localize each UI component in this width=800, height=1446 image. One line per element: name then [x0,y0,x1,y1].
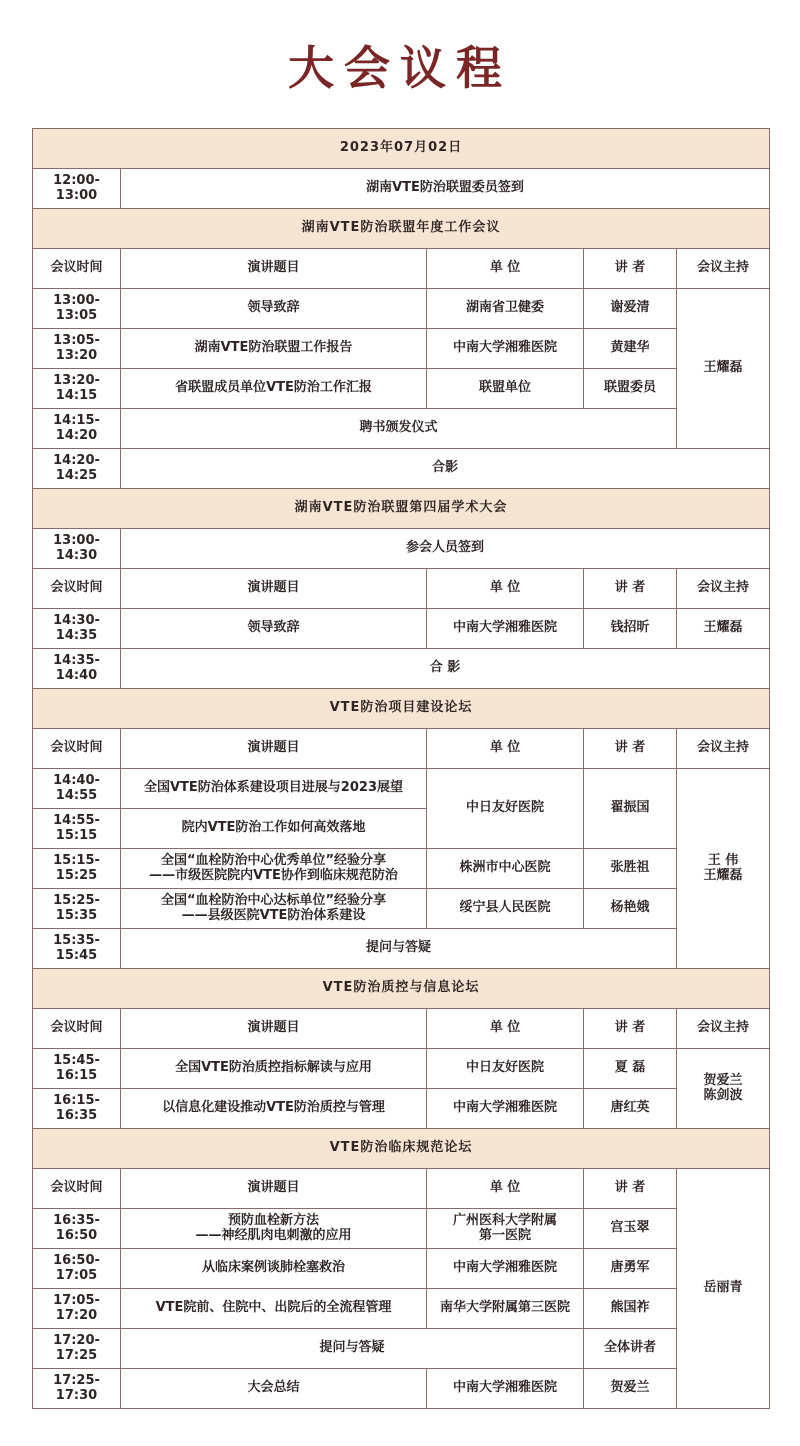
time-cell: 15:35-15:45 [33,929,121,969]
time-cell: 14:15-14:20 [33,409,121,449]
table-row [33,1329,770,1369]
topic-line: ——市级医院院内VTE协作到临床规范防治 [149,867,398,883]
time-cell: 17:25-17:30 [33,1369,121,1409]
time-cell: 13:20-14:15 [33,369,121,409]
speaker-cell: 唐红英 [584,1089,677,1129]
header-host: 会议主持 [677,1009,770,1049]
topic-cell: 参会人员签到 [121,529,770,569]
speaker-cell: 联盟委员 [584,369,677,409]
header-topic: 演讲题目 [121,729,427,769]
column-header-row [33,729,770,769]
column-header-row [33,249,770,289]
table-row [33,1249,770,1289]
time-cell: 13:00-14:30 [33,529,121,569]
header-unit: 单 位 [427,1009,584,1049]
table-row [33,849,770,889]
host-name: 贺爱兰 [703,1072,743,1088]
header-speaker: 讲 者 [584,569,677,609]
host-name: 王 伟 [707,852,739,868]
unit-cell: 株洲市中心医院 [427,849,584,889]
header-unit: 单 位 [427,569,584,609]
topic-cell: 从临床案例谈肺栓塞救治 [121,1249,427,1289]
topic-cell: 以信息化建设推动VTE防治质控与管理 [121,1089,427,1129]
time-cell: 16:15-16:35 [33,1089,121,1129]
header-speaker: 讲 者 [584,1169,677,1209]
time-cell: 14:40-14:55 [33,769,121,809]
host-cell [677,1049,770,1129]
topic-cell: 湖南VTE防治联盟工作报告 [121,329,427,369]
speaker-cell: 贺爱兰 [584,1369,677,1409]
table-row [33,1369,770,1409]
section-row [33,1129,770,1169]
unit-line: 广州医科大学附属 [452,1212,557,1228]
header-host: 会议主持 [677,249,770,289]
table-row [33,169,770,209]
host-name: 王耀磊 [703,867,743,883]
page-title: 大会议程 [288,41,512,95]
table-row [33,1209,770,1249]
time-cell: 17:05-17:20 [33,1289,121,1329]
topic-cell: 领导致辞 [121,289,427,329]
section-title: VTE防治临床规范论坛 [33,1129,770,1169]
unit-cell: 中南大学湘雅医院 [427,609,584,649]
topic-cell [121,849,427,889]
column-header-row [33,569,770,609]
speaker-cell: 全体讲者 [584,1329,677,1369]
header-time: 会议时间 [33,569,121,609]
section-row [33,689,770,729]
section-row [33,969,770,1009]
table-row [33,929,770,969]
date-header: 2023年07月02日 [33,129,770,169]
speaker-cell: 钱招昕 [584,609,677,649]
unit-cell: 绥宁县人民医院 [427,889,584,929]
section-title: 湖南VTE防治联盟年度工作会议 [33,209,770,249]
topic-line: 全国“血栓防治中心达标单位”经验分享 [160,892,387,908]
section-title: 湖南VTE防治联盟第四届学术大会 [33,489,770,529]
header-time: 会议时间 [33,729,121,769]
topic-cell: 湖南VTE防治联盟委员签到 [121,169,770,209]
host-name: 陈剑波 [703,1087,743,1103]
speaker-cell: 宫玉翠 [584,1209,677,1249]
host-cell [677,769,770,969]
header-topic: 演讲题目 [121,569,427,609]
table-row [33,529,770,569]
table-row [33,649,770,689]
table-row [33,329,770,369]
section-title: VTE防治项目建设论坛 [33,689,770,729]
topic-cell [121,889,427,929]
unit-line: 第一医院 [478,1227,531,1243]
topic-line: 预防血栓新方法 [227,1212,319,1228]
topic-cell: 大会总结 [121,1369,427,1409]
speaker-cell: 夏 磊 [584,1049,677,1089]
table-row [33,449,770,489]
time-cell: 13:05-13:20 [33,329,121,369]
header-topic: 演讲题目 [121,1169,427,1209]
unit-cell: 中日友好医院 [427,769,584,849]
topic-cell: 聘书颁发仪式 [121,409,677,449]
unit-cell: 中南大学湘雅医院 [427,1089,584,1129]
topic-cell: 省联盟成员单位VTE防治工作汇报 [121,369,427,409]
section-row [33,209,770,249]
topic-line: 全国“血栓防治中心优秀单位”经验分享 [160,852,387,868]
unit-cell: 中南大学湘雅医院 [427,329,584,369]
topic-cell: 提问与答疑 [121,929,677,969]
header-topic: 演讲题目 [121,249,427,289]
speaker-cell: 熊国祚 [584,1289,677,1329]
header-unit: 单 位 [427,729,584,769]
section-row [33,489,770,529]
table-row [33,369,770,409]
time-cell: 16:35-16:50 [33,1209,121,1249]
table-row [33,1289,770,1329]
topic-cell [121,1209,427,1249]
header-time: 会议时间 [33,249,121,289]
agenda-table [32,128,770,1409]
time-cell: 15:15-15:25 [33,849,121,889]
speaker-cell: 杨艳娥 [584,889,677,929]
speaker-cell: 张胜祖 [584,849,677,889]
table-row [33,289,770,329]
header-time: 会议时间 [33,1169,121,1209]
unit-cell: 湖南省卫健委 [427,289,584,329]
time-cell: 12:00-13:00 [33,169,121,209]
header-host: 会议主持 [677,729,770,769]
section-title: VTE防治质控与信息论坛 [33,969,770,1009]
time-cell: 14:35-14:40 [33,649,121,689]
unit-cell: 中南大学湘雅医院 [427,1369,584,1409]
topic-line: ——县级医院VTE防治体系建设 [181,907,366,923]
topic-line: ——神经肌肉电刺激的应用 [195,1227,352,1243]
date-row [33,129,770,169]
host-cell: 王耀磊 [677,289,770,449]
topic-cell: 合 影 [121,649,770,689]
unit-cell: 中南大学湘雅医院 [427,1249,584,1289]
speaker-cell: 黄建华 [584,329,677,369]
header-time: 会议时间 [33,1009,121,1049]
header-speaker: 讲 者 [584,249,677,289]
speaker-cell: 唐勇军 [584,1249,677,1289]
header-unit: 单 位 [427,1169,584,1209]
speaker-cell: 谢爱清 [584,289,677,329]
topic-cell: 全国VTE防治体系建设项目进展与2023展望 [121,769,427,809]
unit-cell: 南华大学附属第三医院 [427,1289,584,1329]
time-cell: 17:20-17:25 [33,1329,121,1369]
speaker-cell: 翟振国 [584,769,677,849]
time-cell: 15:45-16:15 [33,1049,121,1089]
unit-cell: 联盟单位 [427,369,584,409]
column-header-row [33,1009,770,1049]
table-row [33,1049,770,1089]
header-unit: 单 位 [427,249,584,289]
host-cell: 岳丽青 [677,1169,770,1409]
table-row [33,889,770,929]
topic-cell: VTE院前、住院中、出院后的全流程管理 [121,1289,427,1329]
unit-cell: 中日友好医院 [427,1049,584,1089]
table-row [33,1089,770,1129]
header-topic: 演讲题目 [121,1009,427,1049]
time-cell: 14:30-14:35 [33,609,121,649]
table-row [33,409,770,449]
topic-cell: 领导致辞 [121,609,427,649]
unit-cell [427,1209,584,1249]
table-row [33,609,770,649]
time-cell: 16:50-17:05 [33,1249,121,1289]
column-header-row [33,1169,770,1209]
topic-cell: 院内VTE防治工作如何高效落地 [121,809,427,849]
topic-cell: 全国VTE防治质控指标解读与应用 [121,1049,427,1089]
table-row [33,769,770,809]
header-speaker: 讲 者 [584,729,677,769]
header-host: 会议主持 [677,569,770,609]
time-cell: 15:25-15:35 [33,889,121,929]
time-cell: 14:20-14:25 [33,449,121,489]
host-cell: 王耀磊 [677,609,770,649]
time-cell: 14:55-15:15 [33,809,121,849]
topic-cell: 合影 [121,449,770,489]
time-cell: 13:00-13:05 [33,289,121,329]
topic-cell: 提问与答疑 [121,1329,584,1369]
header-speaker: 讲 者 [584,1009,677,1049]
